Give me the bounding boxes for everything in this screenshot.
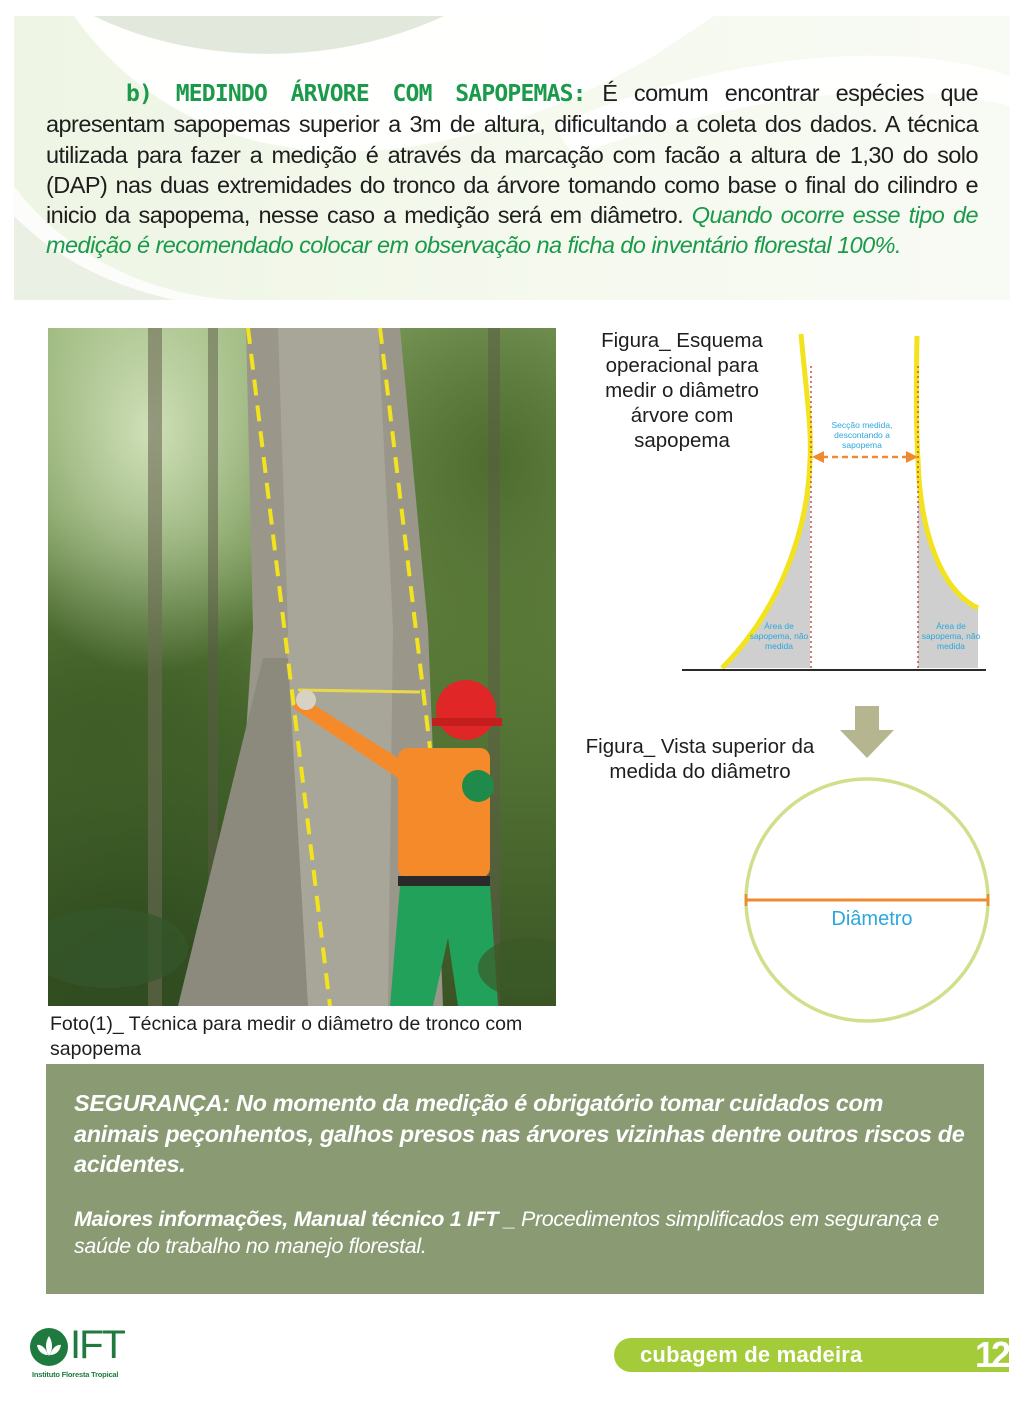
left-area-label: Área de sapopema, não medida (749, 621, 809, 651)
footer-section-label: cubagem de madeira (640, 1342, 863, 1367)
intro-note: Quando ocorre esse tipo de medição é recomendado colocar em observação na ficha do inventário florestal 100%. (46, 202, 978, 259)
more-info-reference: Maiores informações, Manual técnico 1 IFT _ (74, 1206, 516, 1231)
top-view-diagram (738, 775, 998, 1030)
down-arrow-icon (840, 706, 894, 763)
tree-measurement-photo (48, 328, 556, 1006)
photo-caption: Foto(1)_ Técnica para medir o diâmetro de tronco com sapopema (50, 1013, 523, 1060)
diameter-label: Diâmetro (831, 908, 913, 930)
ift-logo (30, 1323, 140, 1384)
more-info (74, 1206, 966, 1260)
safety-notice-box (46, 1064, 984, 1294)
intro-paragraph (46, 78, 978, 261)
logo-subtitle: Instituto Floresta Tropical (32, 1370, 119, 1379)
leaf-logo-icon (30, 1328, 68, 1366)
safety-warning: SEGURANÇA: No momento da medição é obrigatório tomar cuidados com animais peçonhentos, galhos presos nas árvores vizinhas dentre outros riscos de acidentes. (74, 1090, 965, 1177)
scheme-figure-title: Figura_ Esquema operacional para medir o diâmetro árvore com sapopema (601, 329, 763, 452)
footer-section-band (614, 1334, 1009, 1375)
page-number: 12 (974, 1334, 1007, 1375)
measured-section-label: Secção medida, descontando a sapopema (831, 420, 893, 450)
intro-body: É comum encontrar espécies que apresentam sapopemas superior a 3m de altura, dificultando a coleta dos dados. A técnica utilizada para fazer a medição é através da marcação com facão a altura de 1,30 do solo (DAP) nas duas extremidades do tronco da árvore tomando como base o final do cilindro e inicio da sapopema, nesse caso a medição será em diâmetro. (46, 80, 979, 229)
section-heading: b) MEDINDO ÁRVORE COM SAPOPEMAS: (126, 81, 586, 107)
more-info-title: Procedimentos simplificados em segurança e saúde do trabalho no manejo florestal. (74, 1206, 939, 1258)
top-view-figure-title: Figura_ Vista superior da medida do diâmetro (585, 735, 815, 783)
right-area-label: Área de sapopema, não medida (921, 621, 981, 651)
logo-text: IFT (70, 1323, 124, 1367)
photo-illustration (48, 328, 556, 1006)
arrow-left-head (812, 451, 824, 463)
buttress-scheme-diagram (670, 330, 990, 685)
